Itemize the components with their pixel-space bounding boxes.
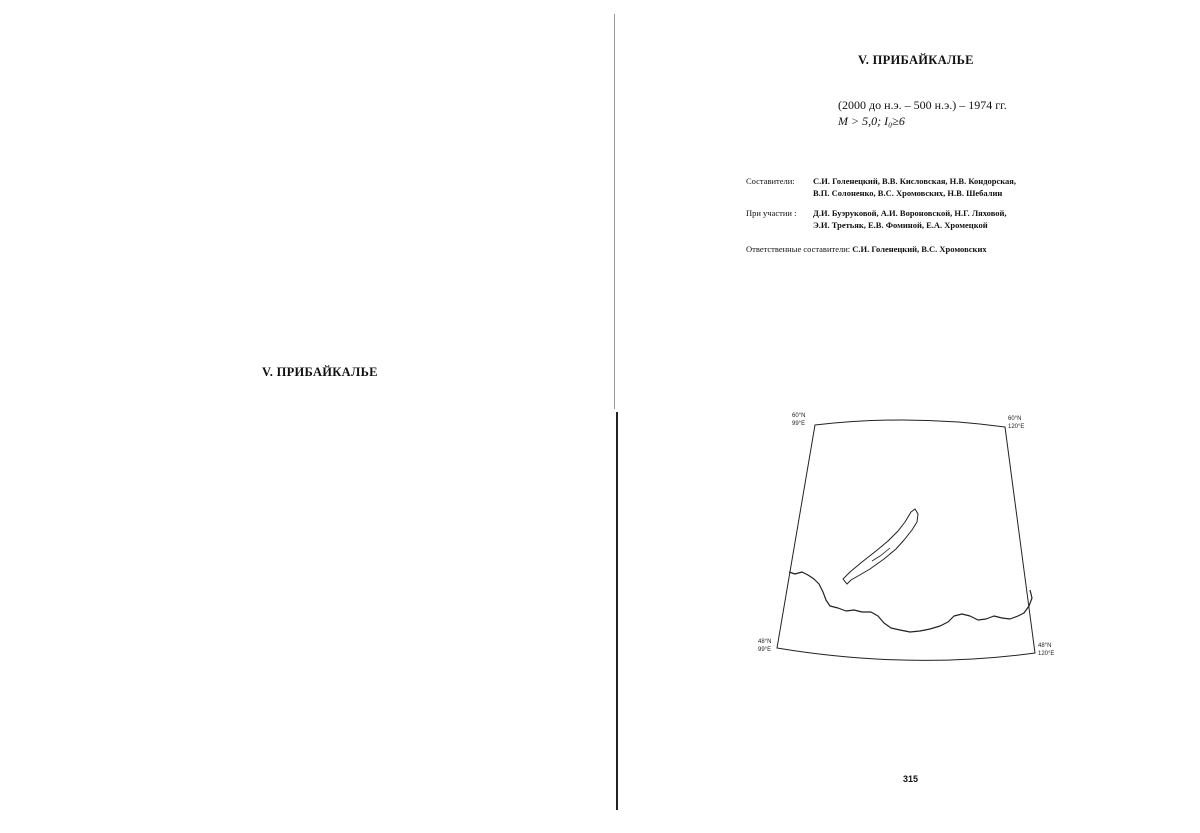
corner-nw-lat: 60°N — [792, 413, 806, 419]
corner-sw-lon: 99°E — [758, 647, 772, 653]
region-map — [740, 400, 1060, 670]
corner-label-ne — [1008, 416, 1024, 430]
right-page-title: V. ПРИБАЙКАЛЬЕ — [858, 53, 974, 67]
left-page-title: V. ПРИБАЙКАЛЬЕ — [262, 365, 378, 379]
participants-block — [746, 207, 1007, 231]
magnitude-criteria: M > 5,0; I₀≥6 — [838, 114, 905, 128]
corner-label-se — [1038, 643, 1054, 657]
corner-ne-lat: 60°N — [1008, 416, 1022, 422]
corner-ne-lon: 120°E — [1008, 424, 1025, 430]
responsible-block — [746, 243, 987, 255]
compilers-line-1: С.И. Голенецкий, В.В. Кисловская, Н.В. Кондорская, — [813, 176, 1016, 186]
corner-label-nw — [792, 413, 805, 427]
spine-divider-top — [614, 14, 615, 409]
olkhon-island — [872, 548, 890, 561]
corner-label-sw — [758, 639, 771, 653]
corner-nw-lon: 99°E — [792, 421, 806, 427]
corner-sw-lat: 48°N — [758, 639, 772, 645]
participants-label: При участии : — [746, 208, 797, 218]
compilers-block — [746, 175, 1016, 199]
state-border — [789, 572, 1032, 632]
map-frame — [777, 420, 1035, 660]
corner-se-lon: 120°E — [1038, 651, 1055, 657]
responsible-names: С.И. Голенецкий, В.С. Хромовских — [852, 244, 987, 254]
compilers-label: Составители: — [746, 176, 795, 186]
page-number: 315 — [903, 774, 919, 784]
lake-baikal — [843, 509, 918, 584]
compilers-names — [813, 175, 1016, 199]
corner-se-lat: 48°N — [1038, 643, 1052, 649]
compilers-line-2: В.П. Солоненко, В.С. Хромовских, Н.В. Шебалин — [813, 188, 1003, 198]
spine-divider-bottom — [616, 412, 618, 810]
participants-line-2: Э.И. Третьяк, Е.В. Фоминой, Е.А. Хромецкой — [813, 220, 988, 230]
participants-line-1: Д.И. Буэруковой, А.И. Вороновской, Н.Г. Ляховой, — [813, 208, 1007, 218]
responsible-label: Ответственные составители: — [746, 244, 851, 254]
period-range: (2000 до н.э. – 500 н.э.) – 1974 гг. — [838, 98, 1007, 112]
participants-names — [813, 207, 1007, 231]
